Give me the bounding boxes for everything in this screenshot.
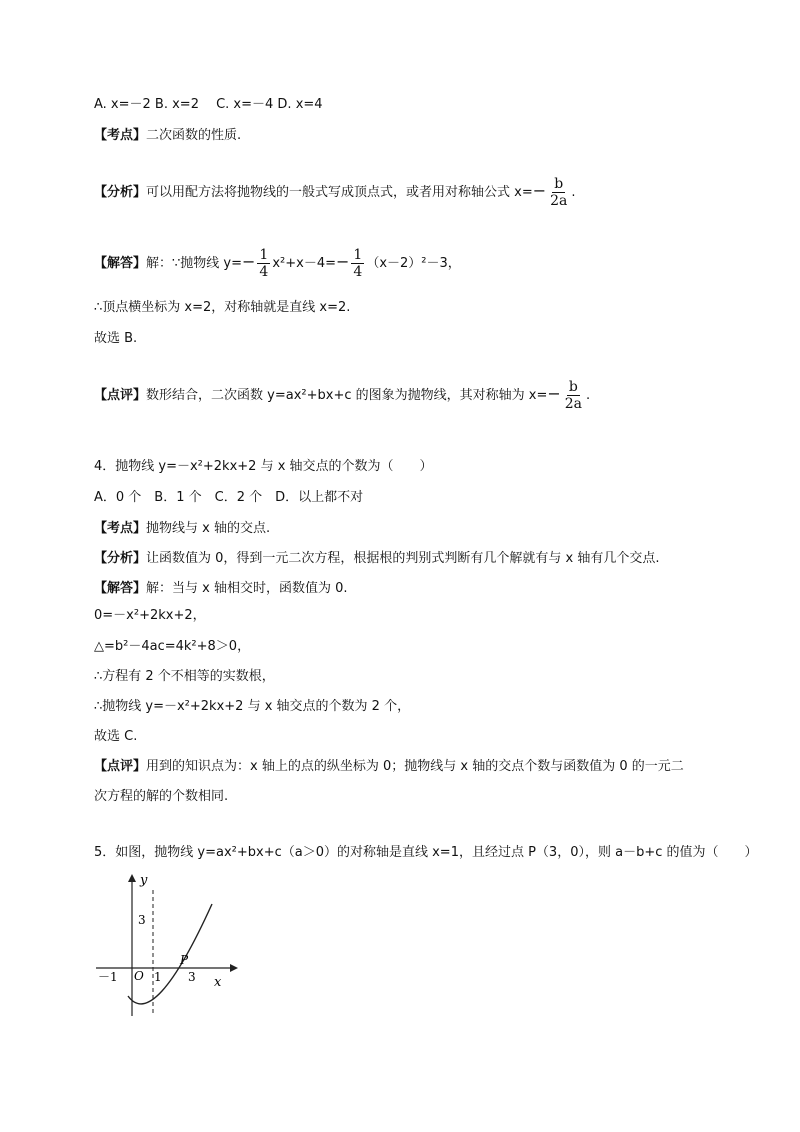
jieda-4: [94, 580, 348, 598]
parabola-graph: [92, 868, 242, 1018]
solution-4-line-3: ∴方程有 2 个不相等的实数根，: [94, 669, 275, 684]
label-neg-1: －1: [98, 970, 118, 984]
question-4-options: A．0 个 B．1 个 C．2 个 D．以上都不对: [94, 490, 364, 505]
solution-3-line-3: 故选 B.: [94, 331, 138, 346]
jieda-3: [94, 247, 461, 280]
y-axis-label: y: [140, 873, 148, 888]
minus-sign: −: [532, 181, 547, 200]
minus-sign: −: [547, 384, 561, 403]
tag-fenxi: 【分析】: [94, 185, 147, 200]
kaodian-4: [94, 520, 270, 538]
solution-4-line-1: 0=－x²+2kx+2，: [94, 608, 206, 623]
dianping-4-continued: 次方程的解的个数相同.: [94, 789, 229, 804]
fraction-numerator: b: [568, 379, 578, 395]
label-origin: O: [134, 969, 144, 983]
solution-4-line-4: ∴抛物线 y=－x²+2kx+2 与 x 轴交点的个数为 2 个，: [94, 699, 411, 714]
dianping-3: 【点评】数形结合，二次函数 y=ax²+bx+c 的图象为抛物线，其对称轴为 x=− $\frac{b}{2a}$ .: [94, 379, 591, 412]
fraction-1-over-4-b: [351, 247, 364, 280]
label-point-p: P: [180, 953, 189, 967]
tag-dianping: 【点评】: [94, 388, 147, 403]
label-y-3: 3: [138, 913, 146, 927]
dianping-text: 数形结合，二次函数 y=ax²+bx+c 的图象为抛物线，其对称轴为 x=: [146, 388, 548, 403]
kaodian-text: 抛物线与 x 轴的交点.: [146, 521, 271, 536]
jieda-post: （x－2）²－3，: [366, 256, 461, 271]
jieda-text: 解：当与 x 轴相交时，函数值为 0.: [146, 581, 348, 596]
fraction-b-over-2a: [548, 176, 569, 209]
dianping-4: [94, 758, 684, 776]
question-5: 5．如图，抛物线 y=ax²+bx+c（a＞0）的对称轴是直线 x=1，且经过点 P（3，0），则 a－b+c 的值为（ ）: [94, 845, 758, 860]
fenxi-text: 让函数值为 0，得到一元二次方程，根据根的判别式判断有几个解就有与 x 轴有几个交点.: [146, 551, 660, 566]
label-x-1: 1: [154, 970, 162, 984]
jieda-pre: 解：∵抛物线 y=: [146, 256, 243, 271]
tag-fenxi: 【分析】: [94, 551, 147, 566]
fraction-denominator: 2a: [550, 193, 568, 209]
tag-dianping: 【点评】: [94, 759, 147, 774]
fenxi-4: [94, 550, 660, 568]
dianping-text: 用到的知识点为：x 轴上的点的纵坐标为 0；抛物线与 x 轴的交点个数与函数值为 0 的一元二: [146, 759, 684, 774]
x-axis-arrow: [230, 964, 238, 972]
minus-sign: −: [336, 252, 350, 271]
solution-4-line-5: 故选 C.: [94, 729, 138, 744]
jieda-mid: x²+x－4=: [272, 256, 336, 271]
solution-3-line-2: ∴顶点横坐标为 x=2，对称轴就是直线 x=2.: [94, 300, 351, 315]
fraction-1-over-4: [257, 247, 270, 280]
fraction-numerator: 1: [353, 247, 363, 263]
fraction-numerator: 1: [259, 247, 269, 263]
tag-kaodian: 【考点】: [94, 128, 147, 143]
y-axis-arrow: [128, 874, 136, 882]
tag-kaodian: 【考点】: [94, 521, 147, 536]
x-axis-label: x: [214, 975, 222, 990]
kaodian-text: 二次函数的性质.: [146, 128, 242, 143]
label-x-3: 3: [188, 970, 196, 984]
solution-4-line-2: △=b²－4ac=4k²+8＞0，: [94, 639, 251, 654]
tag-jieda: 【解答】: [94, 256, 147, 271]
fraction-denominator: 2a: [564, 396, 583, 412]
fraction-b-over-2a: [563, 379, 584, 412]
minus-sign: −: [242, 252, 256, 271]
fenxi-3: 【分析】可以用配方法将抛物线的一般式写成顶点式，或者用对称轴公式 x=− $\frac{b}{2a}$ .: [94, 176, 576, 209]
fraction-denominator: 4: [353, 264, 363, 280]
fraction-denominator: 4: [259, 264, 269, 280]
kaodian-3: [94, 127, 241, 145]
tag-jieda: 【解答】: [94, 581, 147, 596]
fenxi-text: 可以用配方法将抛物线的一般式写成顶点式，或者用对称轴公式 x=: [146, 185, 533, 200]
question-4: 4．抛物线 y=－x²+2kx+2 与 x 轴交点的个数为（ ）: [94, 459, 433, 474]
fraction-numerator: b: [554, 176, 564, 192]
prev-options: A. x=－2 B. x=2 C. x=－4 D. x=4: [94, 97, 323, 112]
